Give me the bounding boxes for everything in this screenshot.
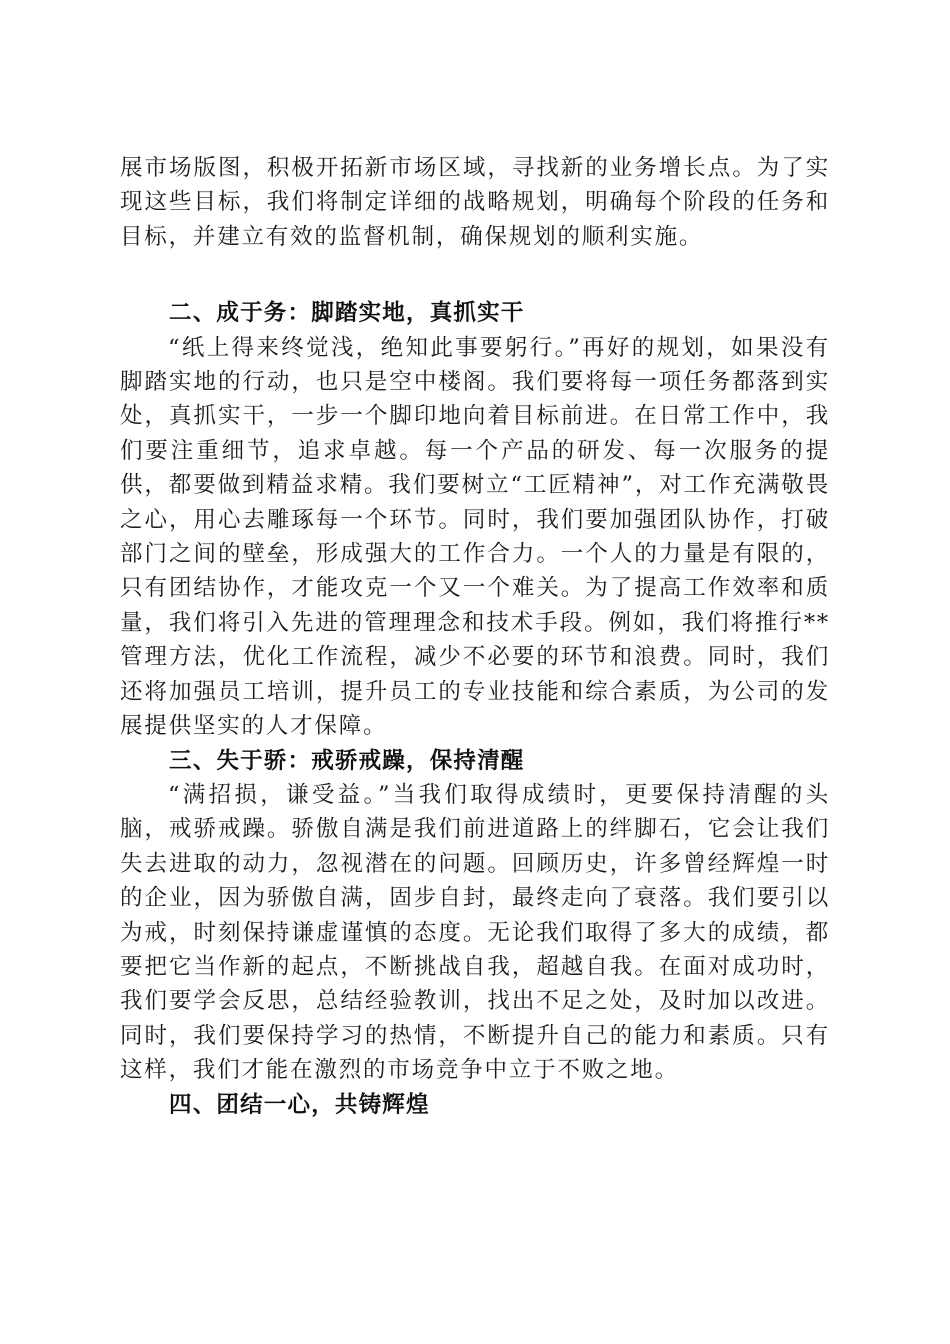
section-heading-2: 二、成于务：脚踏实地，真抓实干 xyxy=(169,300,525,327)
document-page xyxy=(120,151,830,1122)
intro-paragraph: 展市场版图，积极开拓新市场区域，寻找新的业务增长点。为了实现这些目标，我们将制定详细的战略规划，明确每个阶段的任务和目标，并建立有效的监督机制，确保规划的顺利实施。 xyxy=(120,155,830,250)
section-heading-3: 三、失于骄：戒骄戒躁，保持清醒 xyxy=(169,747,525,774)
section-paragraph-2: “纸上得来终觉浅，绝知此事要躬行。”再好的规划，如果没有脚踏实地的行动，也只是空中楼阁。我们要将每一项任务都落到实处，真抓实干，一步一个脚印地向着目标前进。在日常工作中，我们要注重细节，追求卓越。每一个产品的研发、每一次服务的提供，都要做到精益求精。我们要树立“工匠精神”，对工作充满敬畏之心，用心去雕琢每一个环节。同时，我们要加强团队协作，打破部门之间的壁垒，形成强大的工作合力。一个人的力量是有限的，只有团结协作，才能攻克一个又一个难关。为了提高工作效率和质量，我们将引入先进的管理理念和技术手段。例如，我们将推行**管理方法，优化工作流程，减少不必要的环节和浪费。同时，我们还将加强员工培训，提升员工的专业技能和综合素质，为公司的发展提供坚实的人才保障。 xyxy=(120,334,830,740)
section-heading-4: 四、团结一心，共铸辉煌 xyxy=(169,1091,430,1118)
section-paragraph-3: “满招损，谦受益。”当我们取得成绩时，更要保持清醒的头脑，戒骄戒躁。骄傲自满是我们前进道路上的绊脚石，它会让我们失去进取的动力，忽视潜在的问题。回顾历史，许多曾经辉煌一时的企业，因为骄傲自满，固步自封，最终走向了衰落。我们要引以为戒，时刻保持谦虚谨慎的态度。无论我们取得了多大的成绩，都要把它当作新的起点，不断挑战自我，超越自我。在面对成功时，我们要学会反思，总结经验教训，找出不足之处，及时加以改进。同时，我们要保持学习的热情，不断提升自己的能力和素质。只有这样，我们才能在激烈的市场竞争中立于不败之地。 xyxy=(120,781,830,1084)
